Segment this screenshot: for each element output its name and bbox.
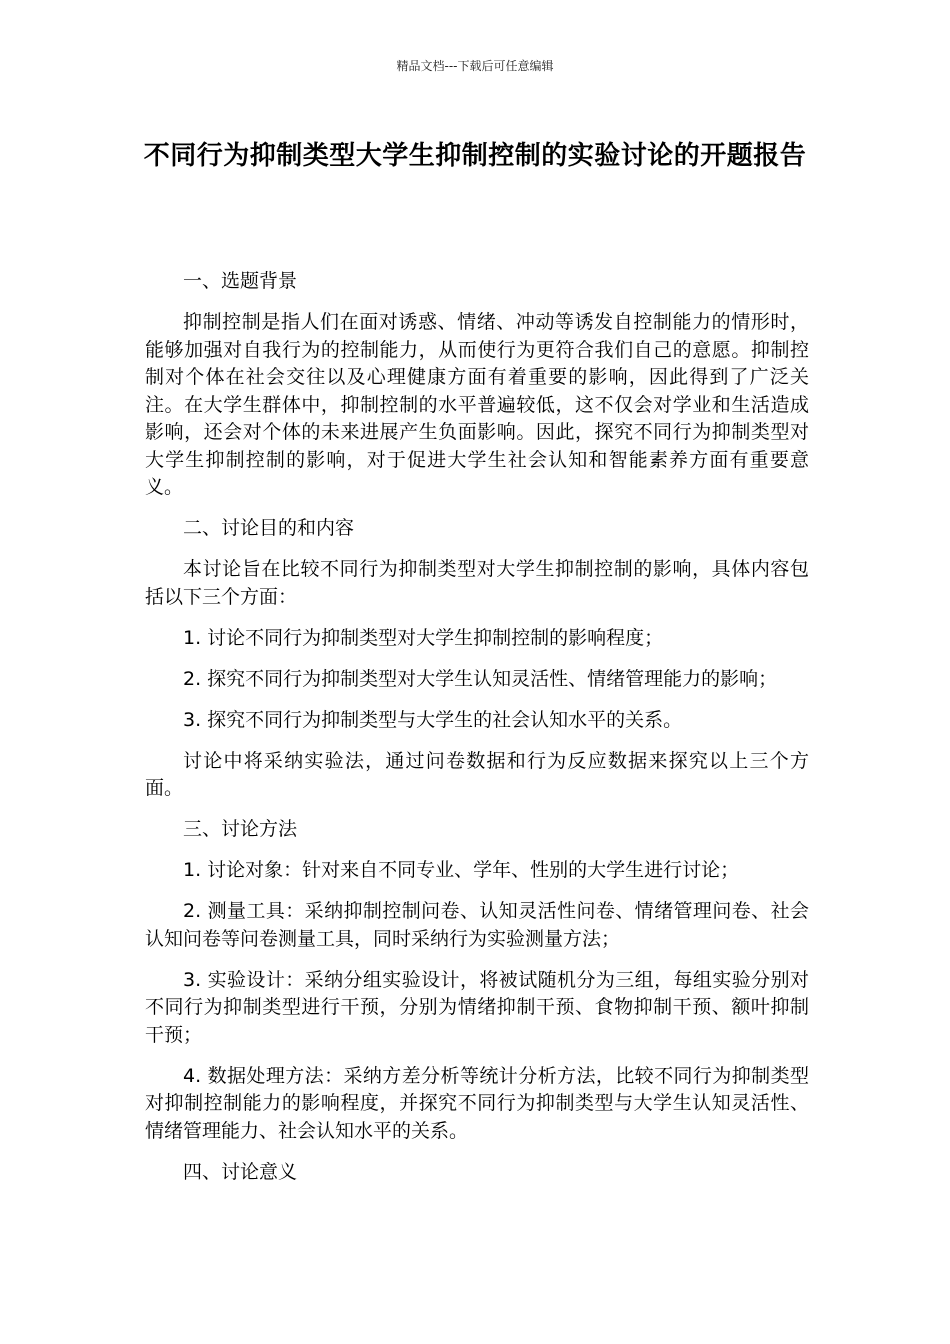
header-note: 精品文档---下载后可任意编辑 bbox=[396, 59, 554, 73]
list-item: 4. 数据处理方法：采纳方差分析等统计分析方法，比较不同行为抑制类型对抑制控制能力的影响程度，并探究不同行为抑制类型与大学生认知灵活性、情绪管理能力、社会认知水平的关系。 bbox=[145, 1064, 809, 1142]
section-heading-significance: 四、讨论意义 bbox=[183, 1160, 298, 1183]
section-heading-purpose: 二、讨论目的和内容 bbox=[183, 517, 355, 539]
list-item: 3. 探究不同行为抑制类型与大学生的社会认知水平的关系。 bbox=[183, 708, 683, 731]
section-heading-background: 一、选题背景 bbox=[183, 270, 298, 292]
paragraph: 本讨论旨在比较不同行为抑制类型对大学生抑制控制的影响，具体内容包括以下三个方面： bbox=[145, 558, 809, 608]
list-item: 3. 实验设计：采纳分组实验设计，将被试随机分为三组，每组实验分别对不同行为抑制类型进行干预，分别为情绪抑制干预、食物抑制干预、额叶抑制干预； bbox=[145, 968, 809, 1046]
list-item: 2. 测量工具：采纳抑制控制问卷、认知灵活性问卷、情绪管理问卷、社会认知问卷等问卷测量工具，同时采纳行为实验测量方法； bbox=[145, 900, 809, 950]
list-item: 2. 探究不同行为抑制类型对大学生认知灵活性、情绪管理能力的影响； bbox=[183, 667, 778, 690]
paragraph: 抑制控制是指人们在面对诱惑、情绪、冲动等诱发自控制能力的情形时，能够加强对自我行为的控制能力，从而使行为更符合我们自己的意愿。抑制控制对个体在社会交往以及心理健康方面有着重要的影响，因此得到了广泛关注。在大学生群体中，抑制控制的水平普遍较低，这不仅会对学业和生活造成影响，还会对个体的未来进展产生负面影响。因此，探究不同行为抑制类型对大学生抑制控制的影响，对于促进大学生社会认知和智能素养方面有重要意义。 bbox=[145, 311, 809, 498]
list-item: 1. 讨论对象：针对来自不同专业、学年、性别的大学生进行讨论； bbox=[183, 859, 740, 881]
section-heading-method: 三、讨论方法 bbox=[183, 818, 298, 840]
paragraph: 讨论中将采纳实验法，通过问卷数据和行为反应数据来探究以上三个方面。 bbox=[145, 749, 809, 799]
document-title: 不同行为抑制类型大学生抑制控制的实验讨论的开题报告 bbox=[143, 141, 807, 171]
list-item: 1. 讨论不同行为抑制类型对大学生抑制控制的影响程度； bbox=[183, 626, 664, 649]
document-body bbox=[145, 268, 809, 1200]
